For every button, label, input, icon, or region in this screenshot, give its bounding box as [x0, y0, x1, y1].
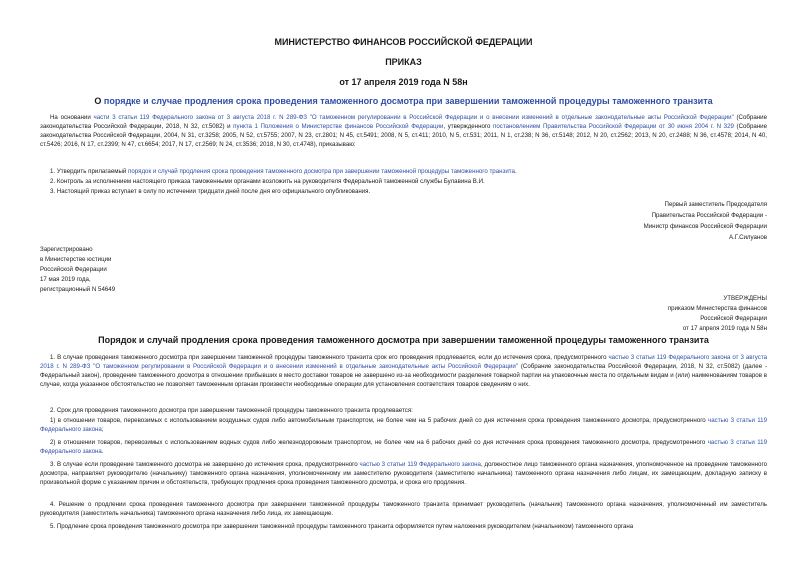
subitem-2-end: . [101, 448, 104, 455]
order-item-1 [50, 167, 517, 176]
procedure-paragraph-4: 4. Решение о продлении срока проведения таможенного досмотра при завершении таможенной процедуры таможенного транзита принимает руководитель (начальник) таможенного органа назначения, уполномоченный им заместитель руководителя (заместитель начальника) таможенного органа назначения либо лица, их замещающие. [40, 501, 767, 517]
procedure-title: Порядок и случай продления срока проведения таможенного досмотра при завершении таможенной процедуры таможенного транзита [98, 335, 709, 345]
procedure-link[interactable]: порядок и случай продления срока проведения таможенного досмотра при завершении таможенной процедуры таможенного транзита [128, 168, 515, 175]
subitem-2-law-link[interactable]: частью 3 статьи 119 Федерального закона [40, 439, 767, 455]
order-title [0, 96, 807, 106]
registration-line-3: Российской Федерации [40, 266, 107, 273]
order-item-1-text: 1. Утвердить прилагаемый [50, 168, 129, 175]
approved-label: УТВЕРЖДЕНЫ [723, 295, 767, 302]
procedure-p3-text-2: , должностное лицо таможенного органа назначения, уполномоченное на проведение таможенного досмотра, направляет руководителю (начальнику) таможенного органа назначения, уполномоченному им заместителю руководителя (заместителю начальника) таможенного органа назначения либо лицам, их замещающим, докладную записку в произвольной форме с указанием причин и обстоятельств, требующих продления срока проведения таможенного досмотра, и срока его продления. [40, 461, 767, 486]
procedure-paragraph-3 [40, 460, 767, 487]
subitem-2-text: 2) в отношении товаров, перевозимых с использованием водных судов либо железнодорожным транспортом, не более чем на 6 рабочих дней со дня истечения срока проведения таможенного досмотра, предусмотренного [50, 439, 708, 446]
order-title-prefix: О [94, 96, 104, 106]
law-link[interactable]: части 3 статьи 119 Федерального закона от 3 августа 2018 г. N 289-ФЗ "О таможенном регулировании в Российской Федерации и о внесении изменений в отдельные законодательные акты Российской Федерации" [93, 114, 734, 121]
date-number-heading: от 17 апреля 2019 года N 58н [339, 77, 468, 87]
registration-line-1: Зарегистрировано [40, 246, 93, 253]
doc-type-heading: ПРИКАЗ [385, 57, 422, 67]
procedure-subitem-2 [40, 438, 767, 456]
order-item-3: 3. Настоящий приказ вступает в силу по истечении тридцати дней после дня его официального опубликования. [50, 188, 371, 195]
subitem-1-end: ; [101, 426, 104, 433]
approved-line-2: приказом Министерства финансов [667, 305, 767, 312]
procedure-p3-law-link[interactable]: частью 3 статьи 119 Федерального закона [359, 461, 481, 468]
order-item-1-end: . [514, 168, 517, 175]
preamble-text-4: (Собрание законодательства Российской Федерации, 2004, N 31, ст.3258; 2005, N 52, ст.5755; 2007, N 23, ст.2801; N 45, ст.5491; 2008, N 5, ст.411; 2010, N 5, ст.531; 2011, N 1, ст.238; N 36, ст.5148; 2012, N 20, ст.2562; 2013, N 20, ст.2488; N 36, ст.4578; 2014, N 40, ст.5426; 2016, N 17, ст.2399; N 47, ст.6654; 2017, N 17, ст.2569; N 24, ст.3536; 2018, N 30, ст.4748), приказываю: [40, 123, 768, 148]
registration-line-2: в Министерстве юстиции [40, 256, 112, 263]
order-title-link[interactable]: порядке и случае продления срока проведения таможенного досмотра при завершении таможенной процедуры таможенного транзита [103, 96, 713, 106]
procedure-paragraph-2: 2. Срок для проведения таможенного досмотра при завершении таможенной процедуры таможенного транзита продлевается: [50, 407, 413, 414]
order-item-2: 2. Контроль за исполнением настоящего приказа таможенными органами возложить на руководителя Федеральной таможенной службы Булавина В.И. [50, 178, 485, 185]
government-decree-link[interactable]: постановлением Правительства Российской Федерации от 30 июня 2004 г. N 329 [493, 123, 734, 130]
procedure-p1-text-1: 1. В случае проведения таможенного досмотра при завершении таможенной процедуры таможенного транзита срок его проведения продлевается, если до истечения срока, предусмотренного [50, 354, 609, 361]
preamble-paragraph [40, 113, 767, 149]
preamble-text-2: (Собрание законодательства Российской Федерации, 2018, N 32, ст.5082) и [40, 114, 767, 130]
registration-number: регистрационный N 54649 [40, 286, 116, 293]
procedure-paragraph-1 [40, 353, 767, 389]
regulation-link[interactable]: пункта 1 Положения о Министерстве финансов Российской Федерации [233, 123, 444, 130]
approved-line-3: Российской Федерации [700, 315, 767, 322]
signature-line-2: Правительства Российской Федерации - [651, 212, 767, 219]
registration-date: 17 мая 2019 года, [40, 276, 91, 283]
preamble-text-3: , утвержденного [443, 123, 494, 130]
signature-line-1: Первый заместитель Председателя [664, 201, 767, 208]
signature-name: А.Г.Силуанов [728, 234, 767, 241]
preamble-text-1: На основании [50, 114, 94, 121]
subitem-1-text: 1) в отношении товаров, перевозимых с использованием воздушных судов либо автомобильным транспортом, не более чем на 5 рабочих дней со дня истечения срока проведения таможенного досмотра, предусмотренного [50, 417, 709, 424]
ministry-heading: МИНИСТЕРСТВО ФИНАНСОВ РОССИЙСКОЙ ФЕДЕРАЦИИ [274, 37, 533, 47]
procedure-p3-text-1: 3. В случае если проведение таможенного досмотра не завершено до истечения срока, предусмотренного [50, 461, 360, 468]
federal-law-link[interactable]: частью 3 статьи 119 Федерального закона от 3 августа 2018 г. N 289-ФЗ "О таможенном регулировании в Российской Федерации и о внесении изменений в отдельные законодательные акты Российской Федерации" [40, 354, 767, 370]
procedure-p1-text-2: (Собрание законодательства Российской Федерации, 2018, N 32, ст.5082) (далее - Федеральный закон), проведение таможенного досмотра в отношении прибывших в место доставки товаров не завершено из-за необходимости разделения товарной партии на упаковочные места по отдельным видам и (или) наименованиям товаров в случае, когда указанное обстоятельство не позволяет таможенным органам произвести необходимые операции для установления соответствия товаров сведениям о них. [40, 363, 767, 388]
procedure-paragraph-5: 5. Продление срока проведения таможенного досмотра при завершении таможенной процедуры таможенного транзита оформляется путем наложения руководителем (начальником) таможенного органа [50, 523, 634, 530]
approved-line-4: от 17 апреля 2019 года N 58н [682, 325, 767, 332]
procedure-subitem-1 [40, 416, 767, 434]
subitem-1-law-link[interactable]: частью 3 статьи 119 Федерального закона [40, 417, 767, 433]
signature-line-3: Министр финансов Российской Федерации [643, 223, 767, 230]
